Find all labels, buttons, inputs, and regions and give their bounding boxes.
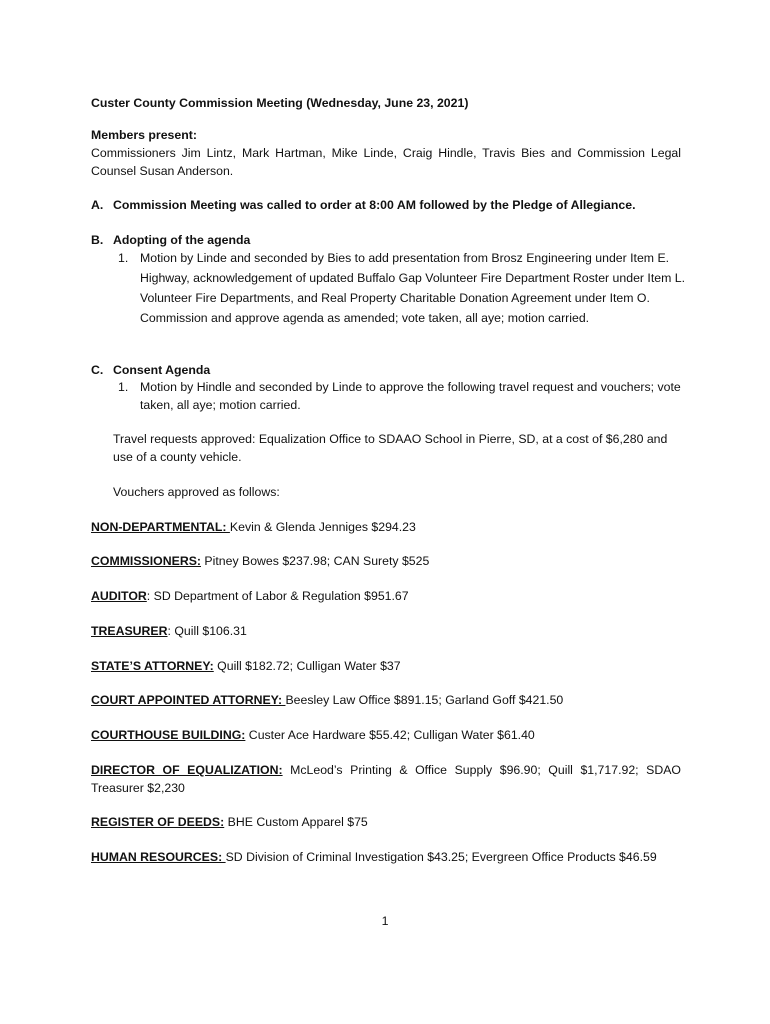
consent-item-1-text: Motion by Hindle and seconded by Linde to approve the following travel request and vouchers; vote taken, all aye; motion carried. xyxy=(140,380,681,412)
voucher-items: : Quill $106.31 xyxy=(167,624,247,638)
section-c xyxy=(91,361,770,379)
voucher-items: : SD Department of Labor & Regulation $951.67 xyxy=(146,589,409,603)
voucher-items: Beesley Law Office $891.15; Garland Goff $421.50 xyxy=(285,693,564,707)
voucher-department: REGISTER OF DEEDS: xyxy=(91,815,225,829)
voucher-items: Quill $182.72; Culligan Water $37 xyxy=(213,659,401,673)
voucher-department: STATE’S ATTORNEY: xyxy=(91,659,214,673)
voucher-department: COURT APPOINTED ATTORNEY: xyxy=(91,693,286,707)
section-b-heading: Adopting of the agenda xyxy=(113,233,251,247)
section-a-text: Commission Meeting was called to order at 8:00 AM followed by the Pledge of Allegiance. xyxy=(113,198,636,212)
voucher-items: McLeod’s Printing & Office Supply $96.90; Quill $1,717.92; SDAO Treasurer $2,230 xyxy=(91,763,681,795)
voucher-line xyxy=(91,726,681,744)
voucher-line xyxy=(91,552,681,570)
voucher-line xyxy=(91,761,681,797)
voucher-department: COURTHOUSE BUILDING: xyxy=(91,728,246,742)
consent-item-1-number: 1. xyxy=(118,380,129,394)
meeting-title: Custer County Commission Meeting (Wednesday, June 23, 2021) xyxy=(91,96,469,110)
travel-requests: Travel requests approved: Equalization Office to SDAAO School in Pierre, SD, at a cost of $6,280 and use of a county vehicle. xyxy=(113,432,668,464)
voucher-line xyxy=(91,518,681,536)
voucher-department: DIRECTOR OF EQUALIZATION: xyxy=(91,763,283,777)
agenda-item-1 xyxy=(118,248,688,328)
section-b-letter: B. xyxy=(91,233,104,247)
vouchers-intro: Vouchers approved as follows: xyxy=(113,485,280,499)
agenda-item-1-text: Motion by Linde and seconded by Bies to add presentation from Brosz Engineering under Item E. Highway, acknowledgement of updated Buffalo Gap Volunteer Fire Department Roster under Item L. Volunteer Fire Departments, and Real Property Charitable Donation Agreement under Item O. Commission and approve agenda as amended; vote taken, all aye; motion carried. xyxy=(140,251,686,325)
voucher-department: TREASURER xyxy=(91,624,168,638)
voucher-line xyxy=(91,813,681,831)
section-a xyxy=(91,196,770,214)
page-number: 1 xyxy=(381,914,389,928)
voucher-line xyxy=(91,691,681,709)
voucher-department: COMMISSIONERS: xyxy=(91,554,201,568)
section-b xyxy=(91,231,770,249)
voucher-line xyxy=(91,657,681,675)
voucher-line xyxy=(91,587,681,605)
voucher-department: HUMAN RESOURCES: xyxy=(91,850,226,864)
voucher-items: SD Division of Criminal Investigation $43.25; Evergreen Office Products $46.59 xyxy=(225,850,657,864)
voucher-items: Kevin & Glenda Jenniges $294.23 xyxy=(229,520,416,534)
voucher-line xyxy=(91,848,681,866)
section-c-letter: C. xyxy=(91,363,104,377)
voucher-items: Custer Ace Hardware $55.42; Culligan Water $61.40 xyxy=(245,728,535,742)
section-c-heading: Consent Agenda xyxy=(113,363,211,377)
voucher-department: NON-DEPARTMENTAL: xyxy=(91,520,230,534)
agenda-item-1-number: 1. xyxy=(118,251,129,265)
voucher-items: BHE Custom Apparel $75 xyxy=(224,815,368,829)
section-a-letter: A. xyxy=(91,198,104,212)
consent-item-1 xyxy=(118,378,688,414)
members-heading: Members present: xyxy=(91,128,197,142)
members-text: Commissioners Jim Lintz, Mark Hartman, Mike Linde, Craig Hindle, Travis Bies and Commission Legal Counsel Susan Anderson. xyxy=(91,146,681,178)
voucher-items: Pitney Bowes $237.98; CAN Surety $525 xyxy=(201,554,430,568)
voucher-line xyxy=(91,622,681,640)
voucher-department: AUDITOR xyxy=(91,589,147,603)
